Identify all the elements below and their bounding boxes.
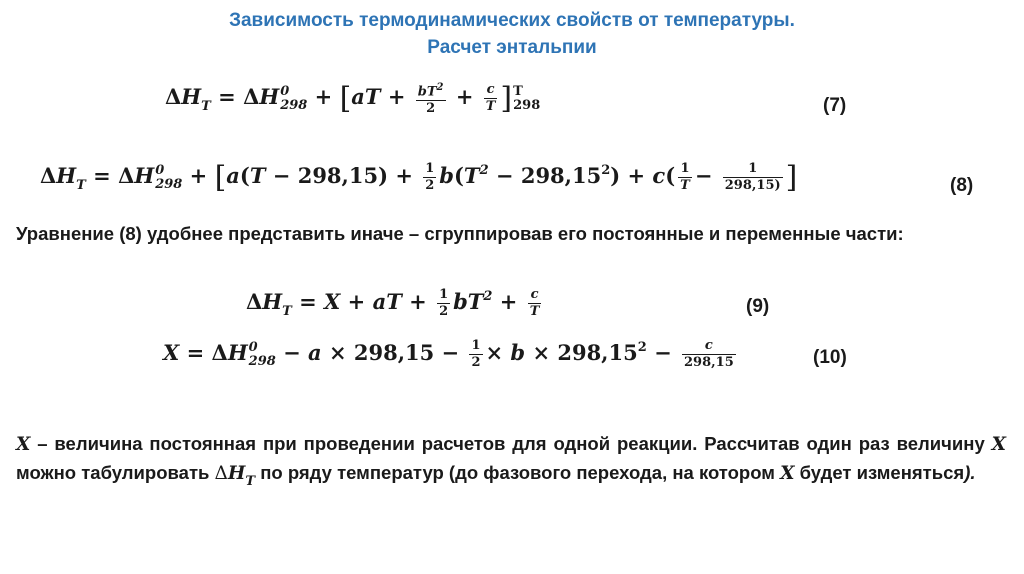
slide-title-line1: Зависимость термодинамических свойств от температуры. xyxy=(229,10,795,31)
paragraph-x-constant xyxy=(16,430,1006,490)
paragraph-text-2: можно табулировать xyxy=(16,462,215,483)
equation-8: $\Delta H_T = \Delta H$ 0 298 + [a(T − 298,15) + $\frac{1}{2}$ $b(T^2 - 298,15^2) + c$( $\frac{1}{T}$ − $\frac{1}{298,15)}$ ] xyxy=(40,160,798,195)
variable-x-3: X xyxy=(780,463,795,484)
equation-10: X = ΔH 0 298 − a × 298,15 − $\frac{1}{2}$ × $b \times 298,15^2$ − $\frac{c}{298,15}$ xyxy=(163,338,734,370)
slide-title-line2: Расчет энтальпии xyxy=(427,37,597,58)
equation-9: $\Delta H_T = X$ + aT + $\frac{1}{2}$ $bT^2$ + $\frac{c}{T}$ xyxy=(246,287,540,319)
variable-x: X xyxy=(16,434,31,455)
equation-7: $\Delta H_T = \Delta H$ 0 298 + [aT + $\frac{bT^2}{2}$ + $\frac{c}{T}$ ] T 298 xyxy=(165,81,541,117)
paragraph-regroup: Уравнение (8) удобнее представить иначе – сгруппировав его постоянные и переменные части: xyxy=(16,223,904,244)
equation-7-number: (7) xyxy=(823,95,847,116)
equation-9-number: (9) xyxy=(746,296,770,317)
variable-x-2: X xyxy=(991,434,1006,455)
paragraph-end: ). xyxy=(964,462,976,483)
paragraph-text-4: будет изменяться xyxy=(794,462,965,483)
paragraph-text-1: – величина постоянная при проведении расчетов для одной реакции. Рассчитав один раз величину xyxy=(30,433,992,454)
formula-delta-h-t: $\Delta H_T$ xyxy=(214,463,256,489)
paragraph-text-3: по ряду температур (до фазового перехода, на котором xyxy=(255,462,781,483)
equation-8-number: (8) xyxy=(950,175,974,196)
slide-title xyxy=(0,7,1024,61)
equation-10-number: (10) xyxy=(813,347,847,368)
